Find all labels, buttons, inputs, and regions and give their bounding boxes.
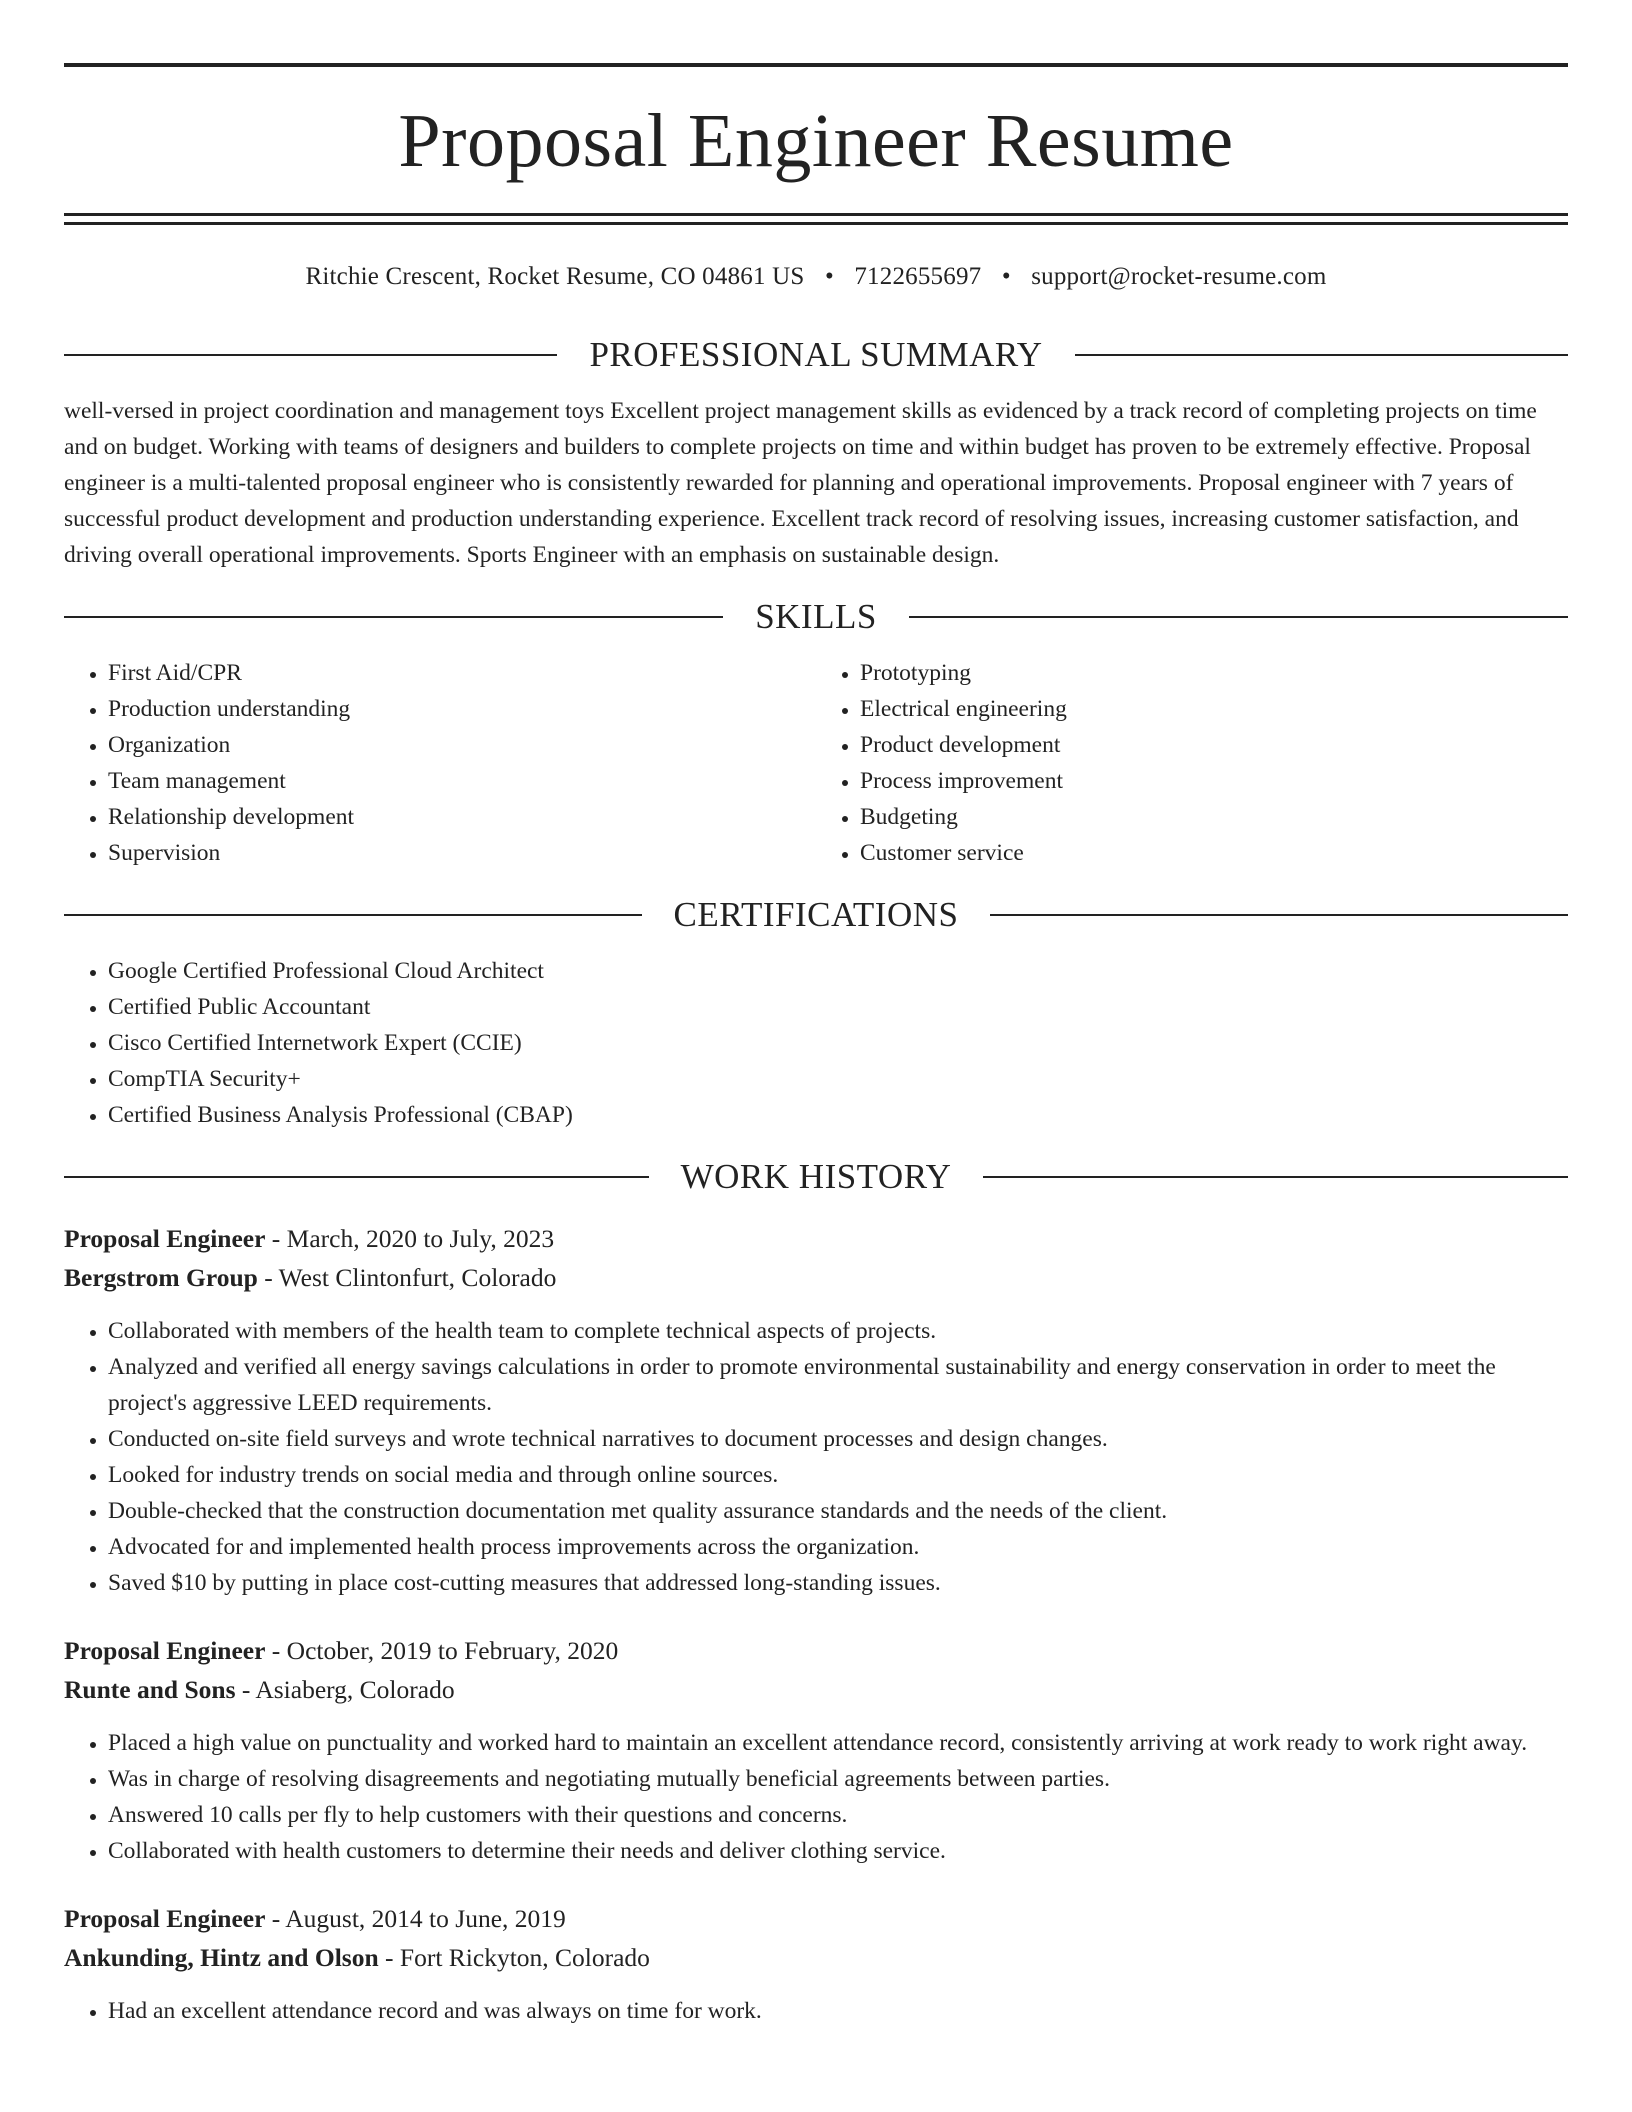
- contact-address: Ritchie Crescent, Rocket Resume, CO 04861 US: [305, 263, 805, 290]
- certifications-list: [64, 953, 1568, 1133]
- section-title-summary: PROFESSIONAL SUMMARY: [589, 335, 1043, 374]
- skill-item: • Electrical engineering: [860, 691, 1568, 727]
- resume-page: [64, 0, 1568, 2029]
- job-bullet: • Placed a high value on punctuality and worked hard to maintain an excellent attendance record, consistently arriving at work ready to work right away.: [108, 1725, 1568, 1761]
- job-dates: - March, 2020 to July, 2023: [265, 1224, 555, 1253]
- section-rule-left: [64, 914, 642, 916]
- section-header-certifications: [64, 893, 1568, 937]
- skill-item: • Product development: [860, 727, 1568, 763]
- job-bullet: • Conducted on-site field surveys and wrote technical narratives to document processes and design changes.: [108, 1421, 1568, 1457]
- job-bullet: • Collaborated with health customers to determine their needs and deliver clothing service.: [108, 1833, 1568, 1869]
- job-title: Proposal Engineer: [64, 1224, 266, 1253]
- skill-item: • Budgeting: [860, 799, 1568, 835]
- job-bullet: • Was in charge of resolving disagreements and negotiating mutually beneficial agreements between parties.: [108, 1761, 1568, 1797]
- job-bullets: [64, 1993, 1568, 2029]
- certification-item: • Certified Public Accountant: [108, 989, 1568, 1025]
- contact-line: [64, 263, 1568, 293]
- skill-item: • Customer service: [860, 835, 1568, 871]
- job-title-line: [64, 1899, 1568, 1938]
- section-title-certifications: CERTIFICATIONS: [673, 895, 959, 934]
- job-title: Proposal Engineer: [64, 1636, 266, 1665]
- job-dates: - August, 2014 to June, 2019: [265, 1904, 566, 1933]
- job-title-line: [64, 1219, 1568, 1258]
- job-bullet: • Looked for industry trends on social media and through online sources.: [108, 1457, 1568, 1493]
- contact-separator: •: [824, 263, 834, 290]
- section-rule-left: [64, 354, 557, 356]
- section-title-work-history: WORK HISTORY: [680, 1157, 952, 1196]
- job-company-line: [64, 1938, 1568, 1977]
- section-rule-right: [909, 616, 1568, 618]
- section-rule-right: [1075, 354, 1568, 356]
- job-entry: [64, 1899, 1568, 2029]
- job-bullet: • Saved $10 by putting in place cost-cutting measures that addressed long-standing issues.: [108, 1565, 1568, 1601]
- skills-columns: [64, 655, 1568, 871]
- certification-item: • Certified Business Analysis Professional (CBAP): [108, 1097, 1568, 1133]
- job-bullet: • Advocated for and implemented health process improvements across the organization.: [108, 1529, 1568, 1565]
- job-entry: [64, 1631, 1568, 1869]
- job-company: Bergstrom Group: [64, 1263, 258, 1292]
- contact-phone: 7122655697: [854, 263, 982, 290]
- section-header-summary: [64, 333, 1568, 377]
- job-bullet: • Answered 10 calls per fly to help customers with their questions and concerns.: [108, 1797, 1568, 1833]
- skills-list-left: [64, 655, 816, 871]
- job-company-line: [64, 1670, 1568, 1709]
- certification-item: • Cisco Certified Internetwork Expert (CCIE): [108, 1025, 1568, 1061]
- page-title: Proposal Engineer Resume: [398, 99, 1234, 183]
- skill-item: • Process improvement: [860, 763, 1568, 799]
- job-bullet: • Analyzed and verified all energy savings calculations in order to promote environmental sustainability and energy conservation in order to meet the project's aggressive LEED requirements.: [108, 1349, 1568, 1421]
- certification-item: • Google Certified Professional Cloud Architect: [108, 953, 1568, 989]
- job-company: Ankunding, Hintz and Olson: [64, 1943, 379, 1972]
- section-rule-left: [64, 1176, 649, 1178]
- title-double-rule: [64, 213, 1568, 225]
- job-location: - Fort Rickyton, Colorado: [378, 1943, 650, 1972]
- section-rule-left: [64, 616, 723, 618]
- section-title-skills: SKILLS: [755, 597, 877, 636]
- job-title: Proposal Engineer: [64, 1904, 266, 1933]
- job-title-line: [64, 1631, 1568, 1670]
- skill-item: • Production understanding: [108, 691, 816, 727]
- contact-email: support@rocket-resume.com: [1031, 263, 1327, 290]
- contact-separator: •: [1001, 263, 1011, 290]
- skill-item: • Prototyping: [860, 655, 1568, 691]
- job-bullets: [64, 1313, 1568, 1601]
- skill-item: • Relationship development: [108, 799, 816, 835]
- section-rule-right: [983, 1176, 1568, 1178]
- job-location: - West Clintonfurt, Colorado: [257, 1263, 557, 1292]
- job-bullet: • Had an excellent attendance record and was always on time for work.: [108, 1993, 1568, 2029]
- job-bullets: [64, 1725, 1568, 1869]
- skill-item: • Supervision: [108, 835, 816, 871]
- skill-item: • Team management: [108, 763, 816, 799]
- job-entry: [64, 1219, 1568, 1601]
- job-company-line: [64, 1258, 1568, 1297]
- job-bullet: • Collaborated with members of the health team to complete technical aspects of projects.: [108, 1313, 1568, 1349]
- top-rule: [64, 63, 1568, 67]
- skills-list-right: [816, 655, 1568, 871]
- job-company: Runte and Sons: [64, 1675, 236, 1704]
- certification-item: • CompTIA Security+: [108, 1061, 1568, 1097]
- job-bullet: • Double-checked that the construction documentation met quality assurance standards and the needs of the client.: [108, 1493, 1568, 1529]
- section-rule-right: [990, 914, 1568, 916]
- skill-item: • First Aid/CPR: [108, 655, 816, 691]
- job-location: - Asiaberg, Colorado: [235, 1675, 455, 1704]
- section-header-work-history: [64, 1155, 1568, 1199]
- job-dates: - October, 2019 to February, 2020: [265, 1636, 619, 1665]
- skill-item: • Organization: [108, 727, 816, 763]
- summary-text: well-versed in project coordination and management toys Excellent project management skills as evidenced by a track record of completing projects on time and on budget. Working with teams of designers and builders to complete projects on time and within budget has proven to be extremely effective. Proposal engineer is a multi-talented proposal engineer who is consistently rewarded for planning and operational improvements. Proposal engineer with 7 years of successful product development and production understanding experience. Excellent track record of resolving issues, increasing customer satisfaction, and driving overall operational improvements. Sports Engineer with an emphasis on sustainable design.: [64, 398, 1537, 568]
- section-header-skills: [64, 595, 1568, 639]
